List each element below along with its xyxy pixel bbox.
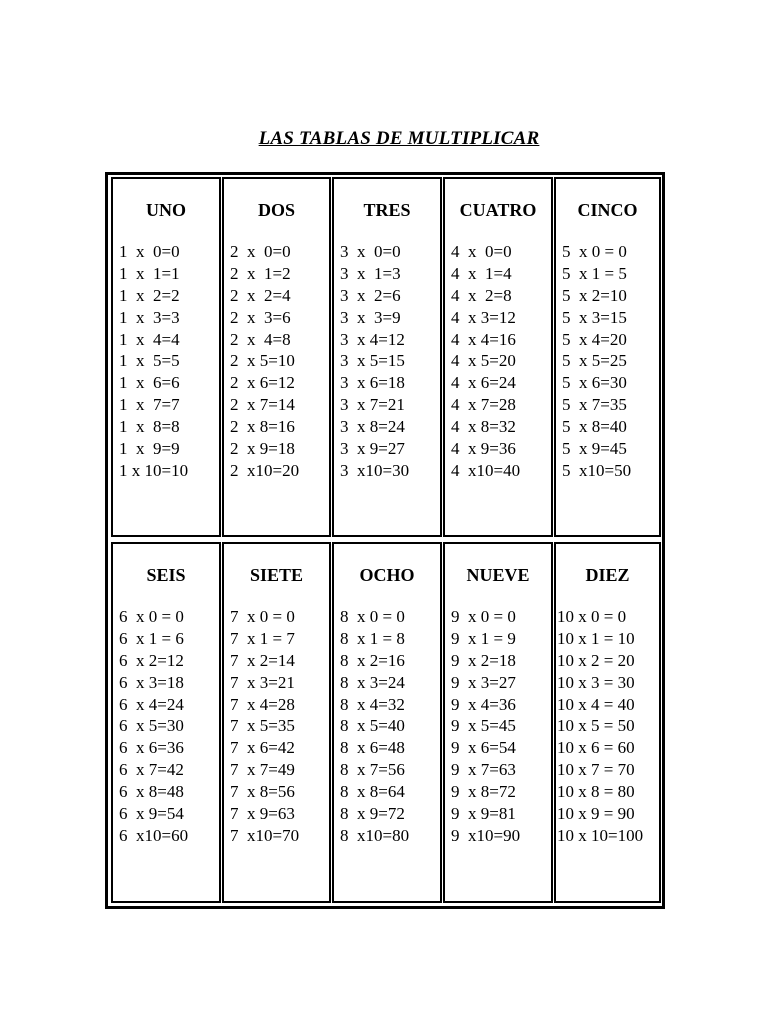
table-line: 9 x 7=63	[451, 760, 516, 780]
table-column-tres	[332, 177, 442, 537]
table-line: 3 x 5=15	[340, 351, 405, 371]
table-heading: TRES	[363, 200, 411, 220]
table-line: 1 x 0=0	[119, 242, 180, 261]
table-line: 6 x 4=24	[119, 694, 184, 714]
table-heading: SEIS	[146, 565, 186, 585]
table-heading: OCHO	[359, 565, 415, 585]
table-line: 9 x 2=18	[451, 650, 516, 670]
table-line: 3 x 7=21	[340, 395, 405, 415]
table-column-dos	[222, 177, 331, 537]
table-line: 8 x 5=40	[340, 716, 405, 736]
table-line: 3 x 2=6	[340, 285, 401, 305]
table-column-diez	[554, 542, 661, 903]
table-line: 10 x 5 = 50	[557, 716, 635, 736]
table-line: 3 x 9=27	[340, 439, 405, 459]
table-line: 4 x 5=20	[451, 351, 516, 371]
table-line: 10 x 8 = 80	[557, 782, 635, 802]
table-line: 7 x 1 = 7	[230, 628, 295, 648]
table-line: 3 x 8=24	[340, 417, 405, 437]
table-line: 5 x10=50	[562, 460, 632, 480]
table-line: 6 x 6=36	[119, 738, 184, 758]
table-line: 2 x 5=10	[230, 351, 295, 371]
table-line: 9 x 1 = 9	[451, 628, 516, 648]
table-heading: DOS	[257, 200, 295, 220]
table-line: 6 x 9=54	[119, 804, 184, 824]
table-line: 5 x 9=45	[562, 439, 627, 459]
table-line: 1 x 10=10	[119, 460, 189, 480]
table-line: 1 x 7=7	[119, 395, 180, 415]
table-line: 10 x 4 = 40	[557, 694, 635, 714]
multiplication-grid	[105, 172, 665, 909]
table-line: 4 x 9=36	[451, 439, 516, 459]
table-line: 3 x 4=12	[340, 329, 405, 349]
table-line: 8 x 8=64	[340, 782, 405, 802]
table-column-ocho	[332, 542, 442, 903]
table-line: 8 x 4=32	[340, 694, 405, 714]
table-line: 6 x 5=30	[119, 716, 184, 736]
table-line: 7 x 2=14	[230, 650, 295, 670]
table-line: 3 x10=30	[340, 460, 410, 480]
table-line: 4 x 8=32	[451, 417, 516, 437]
table-line: 8 x 6=48	[340, 738, 405, 758]
table-line: 6 x 0 = 0	[119, 607, 184, 626]
table-line: 10 x 9 = 90	[557, 804, 635, 824]
table-lines	[113, 241, 219, 482]
table-line: 5 x 3=15	[562, 307, 627, 327]
table-line: 5 x 6=30	[562, 373, 627, 393]
table-line: 10 x 2 = 20	[557, 650, 635, 670]
table-line: 1 x 6=6	[119, 373, 180, 393]
table-line: 7 x 6=42	[230, 738, 295, 758]
table-line: 8 x 2=16	[340, 650, 405, 670]
table-line: 1 x 2=2	[119, 285, 180, 305]
table-line: 6 x 2=12	[119, 650, 184, 670]
table-heading: SIETE	[249, 565, 304, 585]
table-line: 6 x10=60	[119, 825, 189, 845]
table-line: 2 x 9=18	[230, 439, 295, 459]
table-line: 1 x 8=8	[119, 417, 180, 437]
table-line: 6 x 1 = 6	[119, 628, 184, 648]
table-line: 8 x 9=72	[340, 804, 405, 824]
table-lines	[113, 606, 219, 847]
table-line: 1 x 3=3	[119, 307, 180, 327]
table-column-cuatro	[443, 177, 553, 537]
table-lines	[334, 606, 440, 847]
table-line: 1 x 5=5	[119, 351, 180, 371]
table-line: 2 x 8=16	[230, 417, 295, 437]
table-heading: DIEZ	[585, 565, 630, 585]
table-line: 5 x 7=35	[562, 395, 627, 415]
table-heading: NUEVE	[466, 565, 530, 585]
table-line: 10 x 0 = 0	[557, 607, 627, 626]
table-lines	[224, 241, 329, 482]
table-line: 1 x 1=1	[119, 263, 180, 283]
table-line: 9 x 5=45	[451, 716, 516, 736]
table-line: 7 x 0 = 0	[230, 607, 295, 626]
table-line: 5 x 1 = 5	[562, 263, 627, 283]
table-line: 7 x 9=63	[230, 804, 295, 824]
table-line: 6 x 7=42	[119, 760, 184, 780]
table-line: 3 x 3=9	[340, 307, 401, 327]
table-line: 3 x 0=0	[340, 242, 401, 261]
table-line: 7 x 8=56	[230, 782, 295, 802]
table-line: 4 x 1=4	[451, 263, 512, 283]
table-column-uno	[111, 177, 221, 537]
page-title: LAS TABLAS DE MULTIPLICAR	[258, 128, 540, 149]
table-line: 1 x 4=4	[119, 329, 180, 349]
table-line: 9 x 8=72	[451, 782, 516, 802]
table-line: 10 x 3 = 30	[557, 672, 635, 692]
table-line: 9 x 6=54	[451, 738, 516, 758]
table-line: 2 x 1=2	[230, 263, 291, 283]
table-line: 4 x 3=12	[451, 307, 516, 327]
table-line: 10 x 6 = 60	[557, 738, 635, 758]
table-lines	[334, 241, 440, 482]
table-line: 9 x 3=27	[451, 672, 516, 692]
table-lines	[556, 241, 659, 482]
table-line: 5 x 2=10	[562, 285, 627, 305]
table-column-seis	[111, 542, 221, 903]
table-line: 8 x 0 = 0	[340, 607, 405, 626]
table-line: 5 x 0 = 0	[562, 242, 627, 261]
table-line: 5 x 5=25	[562, 351, 627, 371]
table-line: 7 x 3=21	[230, 672, 295, 692]
table-line: 8 x 1 = 8	[340, 628, 405, 648]
table-heading: UNO	[146, 200, 186, 220]
grid-row-bottom	[108, 540, 662, 906]
table-line: 9 x10=90	[451, 825, 521, 845]
table-heading: CINCO	[577, 200, 638, 220]
table-lines	[445, 606, 551, 847]
table-line: 5 x 4=20	[562, 329, 627, 349]
table-column-cinco	[554, 177, 661, 537]
table-line: 4 x 7=28	[451, 395, 516, 415]
table-line: 2 x 2=4	[230, 285, 291, 305]
table-line: 5 x 8=40	[562, 417, 627, 437]
table-line: 3 x 1=3	[340, 263, 401, 283]
table-lines	[445, 241, 551, 482]
table-line: 4 x 4=16	[451, 329, 516, 349]
table-line: 2 x 4=8	[230, 329, 291, 349]
table-line: 8 x 3=24	[340, 672, 405, 692]
table-line: 2 x 3=6	[230, 307, 291, 327]
table-line: 1 x 9=9	[119, 439, 180, 459]
table-line: 6 x 3=18	[119, 672, 184, 692]
table-line: 10 x 10=100	[557, 825, 644, 845]
table-line: 2 x 7=14	[230, 395, 295, 415]
table-line: 8 x10=80	[340, 825, 410, 845]
table-line: 2 x10=20	[230, 460, 300, 480]
table-line: 9 x 4=36	[451, 694, 516, 714]
table-line: 9 x 0 = 0	[451, 607, 516, 626]
table-line: 2 x 0=0	[230, 242, 291, 261]
table-lines	[224, 606, 329, 847]
grid-row-top	[108, 175, 662, 540]
table-line: 4 x10=40	[451, 460, 521, 480]
table-line: 7 x 4=28	[230, 694, 295, 714]
table-column-nueve	[443, 542, 553, 903]
table-line: 3 x 6=18	[340, 373, 405, 393]
table-line: 2 x 6=12	[230, 373, 295, 393]
table-line: 8 x 7=56	[340, 760, 405, 780]
table-line: 7 x 7=49	[230, 760, 295, 780]
table-line: 4 x 6=24	[451, 373, 516, 393]
table-line: 10 x 1 = 10	[557, 628, 635, 648]
table-column-siete	[222, 542, 331, 903]
table-lines	[556, 606, 659, 847]
table-line: 4 x 0=0	[451, 242, 512, 261]
table-line: 7 x 5=35	[230, 716, 295, 736]
table-line: 4 x 2=8	[451, 285, 512, 305]
table-line: 10 x 7 = 70	[557, 760, 635, 780]
table-heading: CUATRO	[459, 200, 537, 220]
table-line: 9 x 9=81	[451, 804, 516, 824]
table-line: 6 x 8=48	[119, 782, 184, 802]
table-line: 7 x10=70	[230, 825, 300, 845]
